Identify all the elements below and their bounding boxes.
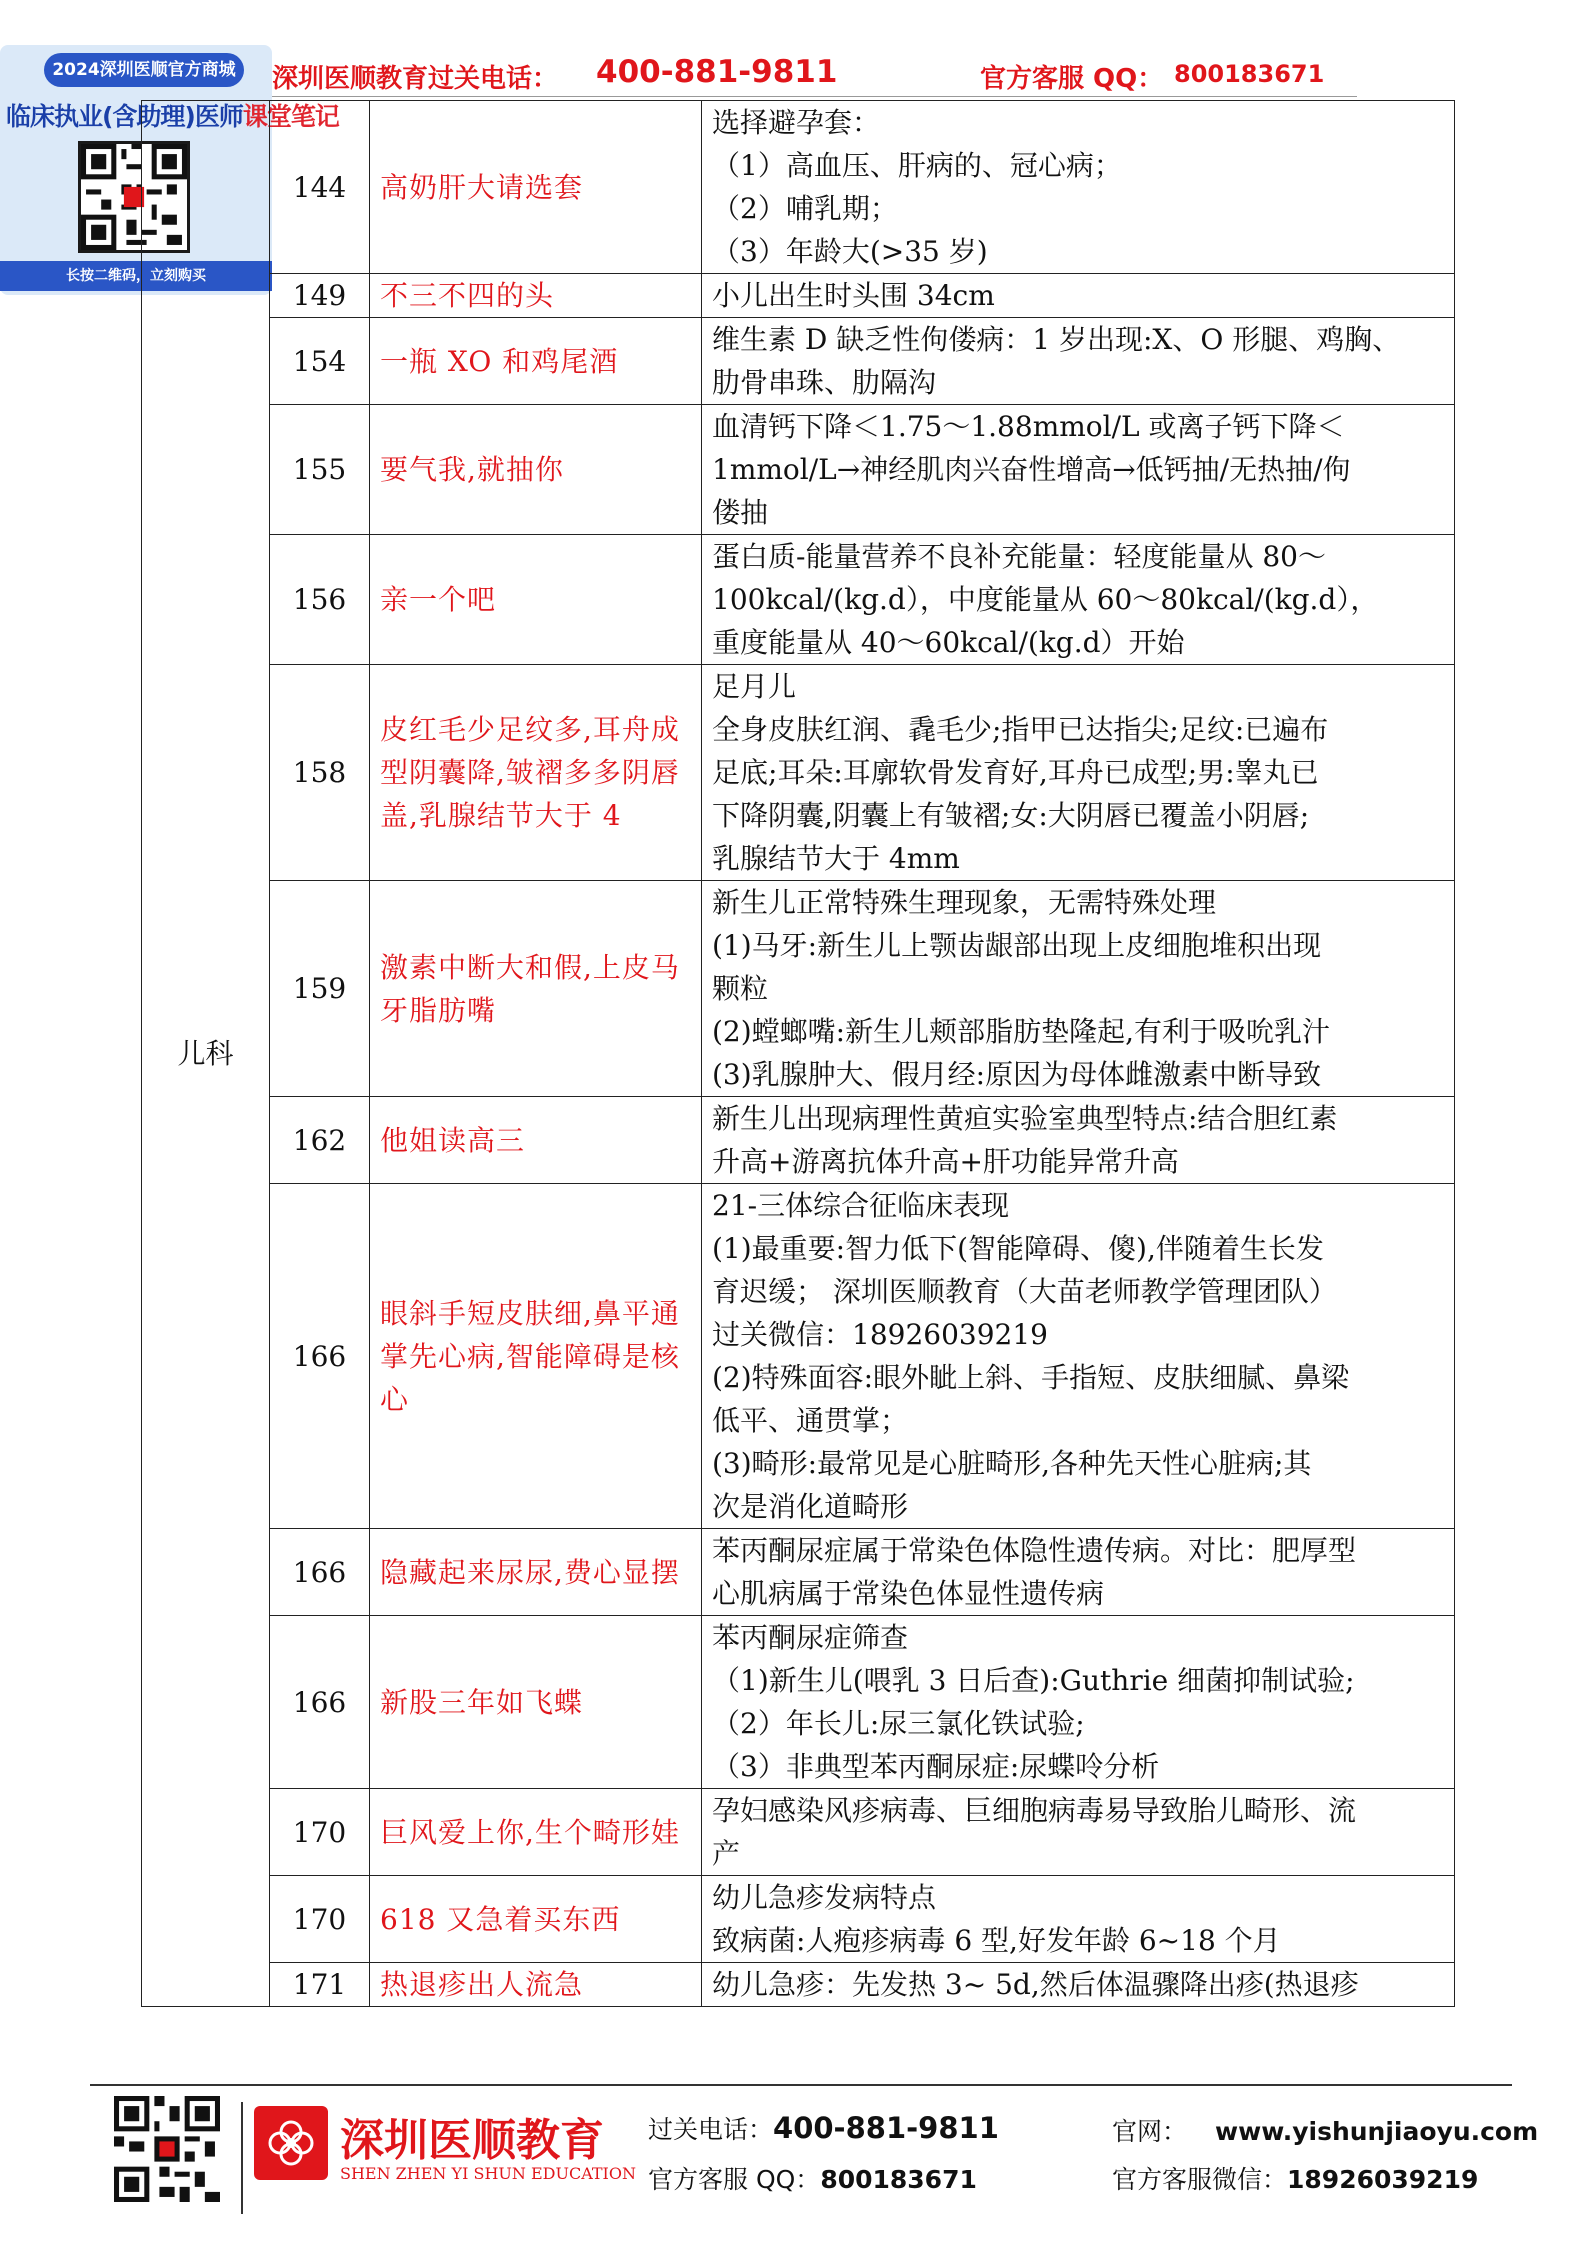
mnemonic-cell: 不三不四的头 — [370, 274, 702, 318]
table-row — [142, 881, 1455, 1097]
description-cell — [702, 1789, 1455, 1876]
footer-rule — [90, 2084, 1512, 2086]
table-row — [142, 101, 1455, 274]
footer-qr-pattern — [114, 2096, 220, 2202]
description-cell — [702, 881, 1455, 1097]
mnemonic-cell: 高奶肝大请选套 — [370, 101, 702, 274]
table-row — [142, 535, 1455, 665]
page-number-cell: 156 — [270, 535, 370, 665]
footer-site-url[interactable]: www.yishunjiaoyu.com — [1215, 2117, 1539, 2146]
mnemonic-cell: 新股三年如飞蝶 — [370, 1616, 702, 1789]
description-cell — [702, 1616, 1455, 1789]
table-row — [142, 665, 1455, 881]
page-number-cell: 166 — [270, 1529, 370, 1616]
page-number-cell: 166 — [270, 1184, 370, 1529]
footer-wechat-label: 官方客服微信： — [1112, 2165, 1288, 2194]
footer-wechat — [1112, 2160, 1478, 2196]
header-phone-number: 400-881-9811 — [596, 54, 838, 90]
logo-flower-icon — [254, 2106, 328, 2180]
description-line: 致病菌:人疱疹病毒 6 型,好发年龄 6~18 个月 — [712, 1924, 1281, 1957]
description-cell — [702, 1184, 1455, 1529]
footer-divider — [241, 2102, 243, 2214]
description-line: 升高+游离抗体升高+肝功能异常升高 — [712, 1145, 1179, 1178]
description-line: 蛋白质-能量营养不良补充能量：轻度能量从 80～ — [712, 540, 1326, 573]
mnemonic-cell: 隐藏起来尿尿,费心显摆 — [370, 1529, 702, 1616]
promo-title-main: 临床执业(含助理)医师 — [6, 102, 243, 131]
footer-phone-label: 过关电话： — [648, 2115, 774, 2144]
table-row — [142, 1789, 1455, 1876]
table-row — [142, 318, 1455, 405]
table-row — [142, 1529, 1455, 1616]
mnemonic-cell: 要气我,就抽你 — [370, 405, 702, 535]
table-row — [142, 1097, 1455, 1184]
description-line: 育迟缓； 深圳医顺教育（大苗老师教学管理团队） — [712, 1275, 1337, 1308]
description-line: 次是消化道畸形 — [712, 1490, 909, 1523]
description-line: 颗粒 — [712, 972, 769, 1005]
table-row — [142, 405, 1455, 535]
description-line: 心肌病属于常染色体显性遗传病 — [712, 1577, 1105, 1610]
footer-site-label: 官网： — [1112, 2117, 1188, 2146]
description-line: 乳腺结节大于 4mm — [712, 842, 960, 875]
description-cell — [702, 1963, 1455, 2007]
description-line: 维生素 D 缺乏性佝偻病：1 岁出现:X、O 形腿、鸡胸、 — [712, 323, 1401, 356]
yishun-logo-icon — [254, 2106, 328, 2180]
page-number-cell: 170 — [270, 1876, 370, 1963]
footer-wechat-number: 18926039219 — [1287, 2165, 1479, 2194]
description-line: (1)马牙:新生儿上颚齿龈部出现上皮细胞堆积出现 — [712, 929, 1322, 962]
page-number-cell: 144 — [270, 101, 370, 274]
footer-qq-number: 800183671 — [820, 2165, 977, 2194]
mnemonic-cell: 眼斜手短皮肤细,鼻平通掌先心病,智能障碍是核心 — [370, 1184, 702, 1529]
description-line: 选择避孕套： — [712, 106, 881, 139]
description-line: (3)乳腺肿大、假月经:原因为母体雌激素中断导致 — [712, 1058, 1322, 1091]
description-line: 肋骨串珠、肋隔沟 — [712, 366, 937, 399]
description-line: 低平、通贯掌； — [712, 1404, 909, 1437]
description-line: （1）高血压、肝病的、冠心病； — [712, 149, 1122, 182]
footer-qq-label: 官方客服 QQ： — [648, 2165, 821, 2194]
description-line: （3）年龄大(>35 岁) — [712, 235, 988, 268]
description-line: 苯丙酮尿症筛查 — [712, 1621, 909, 1654]
description-line: （2）哺乳期； — [712, 192, 898, 225]
description-line: 偻抽 — [712, 496, 769, 529]
description-line: 苯丙酮尿症属于常染色体隐性遗传病。对比：肥厚型 — [712, 1534, 1357, 1567]
page-number-cell: 159 — [270, 881, 370, 1097]
category-cell: 儿科 — [142, 101, 270, 2007]
description-cell — [702, 1097, 1455, 1184]
description-line: 1mmol/L→神经肌肉兴奋性增高→低钙抽/无热抽/佝 — [712, 453, 1351, 486]
page-number-cell: 155 — [270, 405, 370, 535]
page-number-cell: 154 — [270, 318, 370, 405]
table-row — [142, 1876, 1455, 1963]
header-qq-number: 800183671 — [1174, 60, 1325, 88]
description-line: (3)畸形:最常见是心脏畸形,各种先天性心脏病;其 — [712, 1447, 1312, 1480]
table-row — [142, 1616, 1455, 1789]
page-number-cell: 149 — [270, 274, 370, 318]
promo-caption: 长按二维码，立刻购买 — [0, 261, 272, 291]
table-body — [142, 101, 1455, 2007]
footer-phone — [648, 2110, 999, 2146]
page-number-cell: 170 — [270, 1789, 370, 1876]
description-line: 全身皮肤红润、毳毛少;指甲已达指尖;足纹:已遍布 — [712, 713, 1329, 746]
description-cell — [702, 535, 1455, 665]
description-line: 新生儿正常特殊生理现象，无需特殊处理 — [712, 886, 1217, 919]
mnemonic-cell: 皮红毛少足纹多,耳舟成型阴囊降,皱褶多多阴唇盖,乳腺结节大于 4 — [370, 665, 702, 881]
description-line: 产 — [712, 1837, 741, 1870]
mnemonic-cell: 他姐读高三 — [370, 1097, 702, 1184]
description-line: 新生儿出现病理性黄疸实验室典型特点:结合胆红素 — [712, 1102, 1338, 1135]
description-cell — [702, 665, 1455, 881]
footer-qq — [648, 2160, 977, 2196]
description-line: 幼儿急疹发病特点 — [712, 1881, 937, 1914]
page-number-cell: 158 — [270, 665, 370, 881]
description-line: 21-三体综合征临床表现 — [712, 1189, 1010, 1222]
mnemonic-cell: 激素中断大和假,上皮马牙脂肪嘴 — [370, 881, 702, 1097]
description-line: 血清钙下降＜1.75～1.88mmol/L 或离子钙下降＜ — [712, 410, 1345, 443]
description-line: 足月儿 — [712, 670, 797, 703]
description-line: 100kcal/(kg.d），中度能量从 60～80kcal/(kg.d）， — [712, 583, 1379, 616]
description-cell — [702, 1529, 1455, 1616]
description-line: （1)新生儿(喂乳 3 日后查):Guthrie 细菌抑制试验; — [712, 1664, 1355, 1697]
page-number-cell: 166 — [270, 1616, 370, 1789]
footer-site — [1112, 2112, 1538, 2148]
description-cell — [702, 405, 1455, 535]
description-line: 小儿出生时头围 34cm — [712, 279, 995, 312]
table-row — [142, 1963, 1455, 2007]
description-line: 下降阴囊,阴囊上有皱褶;女:大阴唇已覆盖小阴唇; — [712, 799, 1310, 832]
description-line: 孕妇感染风疹病毒、巨细胞病毒易导致胎儿畸形、流 — [712, 1794, 1357, 1827]
footer-phone-number: 400-881-9811 — [773, 2111, 999, 2145]
mnemonic-cell: 热退疹出人流急 — [370, 1963, 702, 2007]
header-rule — [272, 96, 1357, 97]
mnemonic-cell: 巨风爱上你,生个畸形娃 — [370, 1789, 702, 1876]
description-line: 幼儿急疹：先发热 3~ 5d,然后体温骤降出疹(热退疹 — [712, 1968, 1359, 2001]
promo-ribbon: 2024深圳医顺官方商城 — [44, 53, 244, 87]
table-row — [142, 274, 1455, 318]
footer-qr-code-icon[interactable] — [114, 2096, 220, 2202]
mnemonic-cell: 一瓶 XO 和鸡尾酒 — [370, 318, 702, 405]
page-number-cell: 171 — [270, 1963, 370, 2007]
description-line: （2）年长儿:尿三氯化铁试验; — [712, 1707, 1085, 1740]
mnemonic-cell: 618 又急着买东西 — [370, 1876, 702, 1963]
footer-logo-english: SHEN ZHEN YI SHUN EDUCATION — [340, 2164, 636, 2183]
table-row — [142, 1184, 1455, 1529]
mnemonic-cell: 亲一个吧 — [370, 535, 702, 665]
page-number-cell: 162 — [270, 1097, 370, 1184]
mnemonic-table — [141, 100, 1455, 2007]
description-cell — [702, 1876, 1455, 1963]
description-line: 重度能量从 40～60kcal/(kg.d）开始 — [712, 626, 1185, 659]
description-cell — [702, 274, 1455, 318]
header-qq-label: 官方客服 QQ： — [980, 64, 1164, 94]
description-line: 过关微信：18926039219 — [712, 1318, 1048, 1351]
description-line: 足底;耳朵:耳廓软骨发育好,耳舟已成型;男:睾丸已 — [712, 756, 1319, 789]
promo-title-accent: 课堂笔记 — [242, 102, 339, 131]
footer-logo-chinese: 深圳医顺教育 — [340, 2115, 604, 2166]
description-cell — [702, 318, 1455, 405]
description-cell — [702, 101, 1455, 274]
description-line: (1)最重要:智力低下(智能障碍、傻),伴随着生长发 — [712, 1232, 1324, 1265]
description-line: (2)螳螂嘴:新生儿颊部脂肪垫隆起,有利于吸吮乳汁 — [712, 1015, 1330, 1048]
description-line: （3）非典型苯丙酮尿症:尿蝶呤分析 — [712, 1750, 1160, 1783]
description-line: (2)特殊面容:眼外眦上斜、手指短、皮肤细腻、鼻梁 — [712, 1361, 1350, 1394]
header-phone-label: 深圳医顺教育过关电话： — [272, 64, 559, 94]
